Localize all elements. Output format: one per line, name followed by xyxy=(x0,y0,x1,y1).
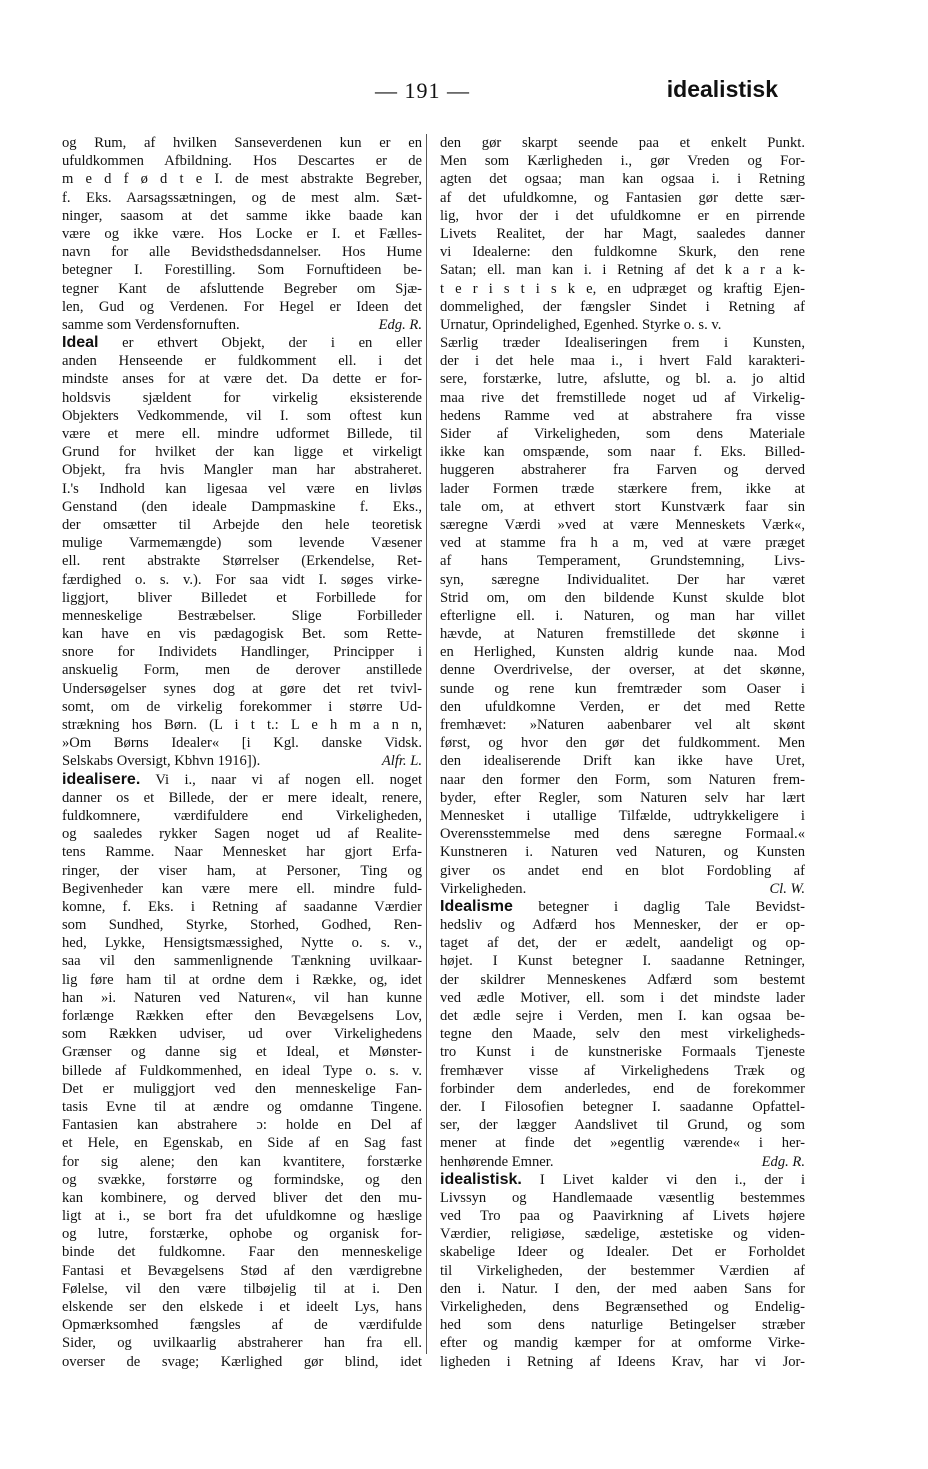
line-text: særegne Værdi »ved at være Menneskets Værk«, xyxy=(440,516,805,533)
text-line xyxy=(440,461,805,479)
line-text: I.'s Indhold kan ligesaa vel være en livløs xyxy=(62,480,422,497)
line-text: og svække, forstørre og formindske, og den xyxy=(62,1171,422,1188)
text-line xyxy=(62,280,422,298)
line-text: tasis Evne til at ændre og omdanne Tingene. xyxy=(62,1098,422,1115)
line-text: Vi i., naar vi af nogen ell. noget xyxy=(155,771,422,788)
line-text: huggeren abstraherer fra Farven og derved xyxy=(440,462,805,479)
text-line xyxy=(62,807,422,825)
line-text: ligt at i., se bort fra det ufuldkomne og hæslige xyxy=(62,1208,422,1225)
text-line xyxy=(62,989,422,1007)
text-line xyxy=(440,843,805,861)
line-text: efter og mandig kæmper for at omforme Virke- xyxy=(440,1335,805,1352)
line-text: m e d f ø d t e I. de mest abstrakte Begreber, xyxy=(62,171,422,188)
line-text: Kunstneren i. Naturen ved Naturen, og Kunsten xyxy=(440,844,805,861)
line-text: Selskabs Oversigt, Kbhvn 1916]). xyxy=(62,753,261,770)
line-text: være et mere ell. mindre udformet Billede, til xyxy=(62,426,422,442)
text-line xyxy=(62,1243,422,1261)
text-line xyxy=(62,316,422,334)
line-text: denne Overdrivelse, der overser, at det skønne, xyxy=(440,662,805,679)
text-line xyxy=(440,880,805,898)
text-line xyxy=(440,1334,805,1352)
text-line xyxy=(440,734,805,752)
author-signature: Alfr. L. xyxy=(381,753,422,770)
text-line xyxy=(62,1298,422,1316)
line-text: ell. rent abstrakte Størrelser (Erkendelse, Ret- xyxy=(62,553,422,570)
text-line xyxy=(440,989,805,1007)
text-line xyxy=(62,607,422,625)
text-line xyxy=(440,1262,805,1280)
line-text: Men som Kærligheden i., gør Vreden og For- xyxy=(440,153,805,170)
text-line xyxy=(62,862,422,880)
line-text: menneskelige Bestræbelser. Slige Forbilleder xyxy=(62,607,422,624)
line-text: Virkeligheden, dens Begrænsethed og Endelig- xyxy=(440,1299,805,1315)
entry-headword: idealistisk. xyxy=(440,1170,522,1188)
line-text: Begivenheder kan være mere ell. mindre fuld- xyxy=(62,880,422,897)
line-text: lig føre ham til at ordne dem i Række, og, idet xyxy=(62,971,422,988)
line-text: Sider af Virkeligheden, som dens Materiale xyxy=(440,426,805,442)
line-text: Urnatur, Oprindelighed, Egenhed. Styrke o. s. v. xyxy=(440,316,722,333)
line-text: kan kombinere, og derved bliver det den mu- xyxy=(62,1189,422,1206)
line-text: Objekt, fra hvis Mangler man har abstraheret. xyxy=(62,462,422,479)
line-text: holdsvis sjældent for virkelig eksisterende xyxy=(62,389,422,406)
page-header xyxy=(0,72,928,112)
line-text: for sig alene; den kan kvantitere, forstærke xyxy=(62,1153,422,1170)
text-line xyxy=(440,625,805,643)
line-text: tens Ramme. Naar Mennesket har gjort Erfa- xyxy=(62,844,422,861)
line-text: være og ikke være. Hos Locke er I. et Fælles- xyxy=(62,225,422,242)
line-text: efterligne ell. i. Naturen, og man har villet xyxy=(440,607,805,624)
text-line xyxy=(440,516,805,534)
text-line xyxy=(440,170,805,188)
line-text: Strid om, om den bildende Kunst skulde blot xyxy=(440,589,805,606)
text-line xyxy=(440,1007,805,1025)
line-text: højet. I Kunst betegner I. saadanne Retninger, xyxy=(440,953,805,970)
text-line xyxy=(440,934,805,952)
text-line xyxy=(440,1116,805,1134)
line-text: og saaledes rykker Sagen noget ud af Realite- xyxy=(62,826,422,843)
text-line xyxy=(440,1043,805,1061)
text-line xyxy=(440,898,805,916)
text-line xyxy=(62,1080,422,1098)
text-line xyxy=(62,334,422,352)
text-line xyxy=(62,534,422,552)
text-line xyxy=(440,152,805,170)
text-line xyxy=(440,589,805,607)
line-text: den idealiserende Drift kan ikke have Uret, xyxy=(440,753,805,770)
text-line xyxy=(440,771,805,789)
line-text: ser, der lægger Aandslivet til Grund, og som xyxy=(440,1117,805,1134)
line-text: Grænser og danne sig et Ideal, et Mønster- xyxy=(62,1044,422,1061)
line-text: Livets Realitet, der har Magt, saaledes danner xyxy=(440,225,805,242)
line-text: ringer, der viser ham, at Personer, Ting og xyxy=(62,862,422,879)
line-text: Særlig træder Idealiseringen frem i Kunsten, xyxy=(440,335,805,352)
text-line xyxy=(440,225,805,243)
line-text: skabelige Ideer og Idealer. Det er Forholdet xyxy=(440,1244,805,1261)
text-line xyxy=(62,971,422,989)
text-line xyxy=(440,1243,805,1261)
line-text: I Livet kalder vi den i., der i xyxy=(539,1171,805,1188)
line-text: binde det fuldkomne. Faar den menneskelige xyxy=(62,1244,422,1261)
text-line xyxy=(440,1062,805,1080)
text-line xyxy=(62,443,422,461)
text-line xyxy=(440,534,805,552)
text-line xyxy=(62,1025,422,1043)
line-text: snore for Individets Handlinger, Principper i xyxy=(62,644,422,661)
text-line xyxy=(62,389,422,407)
line-text: komne, f. Eks. i Retning af saadanne Værdier xyxy=(62,898,422,915)
line-text: strækning hos Børn. (L i t t.: L e h m a n n, xyxy=(62,717,422,733)
text-line xyxy=(440,370,805,388)
text-line xyxy=(62,370,422,388)
text-line xyxy=(440,352,805,370)
text-line xyxy=(62,698,422,716)
line-text: af det ufuldkomne, og Fantasien gør dette sær- xyxy=(440,189,805,206)
text-line xyxy=(440,1225,805,1243)
text-line xyxy=(440,334,805,352)
line-text: henhørende Emner. xyxy=(440,1153,554,1170)
text-line xyxy=(62,589,422,607)
text-line xyxy=(62,516,422,534)
line-text: og lutre, forstærke, ophobe og organisk for- xyxy=(62,1226,422,1243)
line-text: maa rive det fremstillede noget ud af Virkelig- xyxy=(440,389,805,406)
text-line xyxy=(62,661,422,679)
line-text: først, og hvor den gør det fuldkomment. Men xyxy=(440,735,805,752)
text-line xyxy=(62,1262,422,1280)
line-text: den i. Natur. I den, der med aaben Sans for xyxy=(440,1280,805,1297)
text-line xyxy=(440,952,805,970)
text-line xyxy=(62,225,422,243)
text-line xyxy=(440,261,805,279)
line-text: Værdier, religiøse, sædelige, æstetiske og viden- xyxy=(440,1226,805,1243)
text-line xyxy=(62,207,422,225)
text-line xyxy=(62,825,422,843)
line-text: den ufuldkomne Verden, er det med Rette xyxy=(440,698,805,715)
text-line xyxy=(62,734,422,752)
line-text: Følelse, vil den være tilbøjelig til at i. Den xyxy=(62,1280,422,1297)
text-line xyxy=(62,934,422,952)
text-line xyxy=(440,389,805,407)
line-text: og Rum, af hvilken Sanseverdenen kun er en xyxy=(62,135,422,151)
text-line xyxy=(62,407,422,425)
line-text: t e r i s t i s k e, en udpræget og kraftig Ejen- xyxy=(440,280,805,297)
line-text: et Hele, en Egenskab, en Side af en Sag fast xyxy=(62,1135,422,1152)
text-line xyxy=(440,316,805,334)
text-line xyxy=(440,1280,805,1298)
line-text: som Rækken udviser, ud over Virkelighedens xyxy=(62,1026,422,1043)
text-line xyxy=(62,134,422,152)
text-line xyxy=(440,1025,805,1043)
text-line xyxy=(440,298,805,316)
text-line xyxy=(440,480,805,498)
text-line xyxy=(440,661,805,679)
text-line xyxy=(440,607,805,625)
text-line xyxy=(62,952,422,970)
line-text: giver os andet end en blot Fordobling af xyxy=(440,862,805,879)
right-column xyxy=(440,134,805,1371)
line-text: Sider, og uvilkaarlig abstraherer han fra ell. xyxy=(62,1335,422,1352)
line-text: Genstand (den ideale Dampmaskine f. Eks., xyxy=(62,498,422,515)
line-text: ved ædle Motiver, ell. som i det mindste lader xyxy=(440,989,805,1006)
line-text: kan have en vis pædagogisk Bet. som Rette- xyxy=(62,626,422,643)
text-line xyxy=(440,807,805,825)
text-line xyxy=(62,1007,422,1025)
line-text: mulige Varmemængde) som levende Væsener xyxy=(62,535,422,552)
text-line xyxy=(440,789,805,807)
text-line xyxy=(440,1353,805,1371)
text-line xyxy=(440,243,805,261)
text-line xyxy=(62,1189,422,1207)
text-line xyxy=(62,1098,422,1116)
text-line xyxy=(62,789,422,807)
line-text: ved at stamme fra h a m, ved at være præget xyxy=(440,535,805,552)
text-line xyxy=(62,1171,422,1189)
text-line xyxy=(62,1116,422,1134)
text-line xyxy=(440,1207,805,1225)
text-line xyxy=(440,425,805,443)
text-line xyxy=(62,261,422,279)
line-text: der i det hele maa i., i hvert Fald karakteri- xyxy=(440,353,805,370)
line-text: »Om Børns Idealer« [i Kgl. danske Vidsk. xyxy=(62,735,422,752)
line-text: fremhævet: »Naturen aabenbarer vel alt skønt xyxy=(440,717,805,733)
line-text: ninger, saasom at det samme ikke baade kan xyxy=(62,207,422,224)
line-text: der skildrer Menneskenes Adfærd som bestemt xyxy=(440,971,805,988)
text-line xyxy=(440,1171,805,1189)
text-line xyxy=(62,1353,422,1371)
line-text: Opmærksomhed fængsles af de værdifulde xyxy=(62,1317,422,1334)
line-text: ved Tro paa og Paavirkning af Livets højere xyxy=(440,1208,805,1225)
line-text: Virkeligheden. xyxy=(440,880,527,897)
text-line xyxy=(440,280,805,298)
author-signature: Edg. R. xyxy=(761,1153,805,1170)
line-text: forlænge Rækken efter den Bevægelsens Lov, xyxy=(62,1008,422,1024)
line-text: mindste anses for at være det. Da dette er for- xyxy=(62,371,422,388)
text-line xyxy=(62,425,422,443)
line-text: hed, Lykke, Hensigtsmæssighed, Nytte o. s. v., xyxy=(62,935,422,952)
text-line xyxy=(440,698,805,716)
text-line xyxy=(62,716,422,734)
line-text: dommelighed, der fængsler Sindet i Retning af xyxy=(440,298,805,315)
text-line xyxy=(440,407,805,425)
line-text: han »i. Naturen ved Naturen«, vil han kunne xyxy=(62,989,422,1006)
text-line xyxy=(440,752,805,770)
line-text: byder, efter Regler, som Naturen selv har lært xyxy=(440,789,805,806)
text-line xyxy=(62,680,422,698)
line-text: ligheden i Retning af Ideens Krav, har vi Jor- xyxy=(440,1353,805,1370)
line-text: Fantasi et Bevægelsens Stød af den værdigrebne xyxy=(62,1262,422,1279)
line-text: samme som Verdensfornuften. xyxy=(62,316,240,333)
line-text: betegner i daglig Tale Bevidst- xyxy=(538,898,805,915)
author-signature: Cl. W. xyxy=(769,880,805,897)
line-text: den gør skarpt seende paa et enkelt Punkt. xyxy=(440,135,805,151)
text-line xyxy=(62,461,422,479)
text-line xyxy=(62,1316,422,1334)
author-signature: Edg. R. xyxy=(378,316,422,333)
line-text: tro Kunst i de kunstneriske Formaals Tjeneste xyxy=(440,1044,805,1061)
line-text: Mennesket i utallige Tilfælde, udtrykkeligere i xyxy=(440,807,805,824)
text-line xyxy=(440,207,805,225)
text-line xyxy=(440,862,805,880)
line-text: der omsætter til Arbejde den hele teoretisk xyxy=(62,516,422,533)
line-text: somt, om de virkelig forekommer i større Ud- xyxy=(62,698,422,715)
text-line xyxy=(62,170,422,188)
line-text: naar den former den Form, som Naturen frem- xyxy=(440,771,805,788)
line-text: fremhæver visse af Virkelighedens Træk og xyxy=(440,1062,805,1079)
text-line xyxy=(62,1062,422,1080)
line-text: navn for alle Bevidsthedsdannelser. Hos Hume xyxy=(62,244,422,261)
text-line xyxy=(62,1280,422,1298)
line-text: Livssyn og Handlemaade væsentlig bestemmes xyxy=(440,1189,805,1206)
text-line xyxy=(62,571,422,589)
text-line xyxy=(62,298,422,316)
line-text: færdighed o. s. v.). For saa vidt I. søges virke- xyxy=(62,571,422,588)
text-line xyxy=(62,898,422,916)
line-text: elskende ser den elskede i et ideelt Lys, hans xyxy=(62,1299,422,1315)
text-line xyxy=(62,498,422,516)
line-text: vi Idealerne: den fuldkomne Skurk, den rene xyxy=(440,244,805,261)
text-line xyxy=(62,752,422,770)
line-text: en Herlighed, Kunsten aldrig kunde naa. Mod xyxy=(440,644,805,661)
line-text: fuldkomnere, værdifuldere end Virkeligheden, xyxy=(62,807,422,824)
text-line xyxy=(62,152,422,170)
line-text: overser de svage; Kærlighed gør blind, idet xyxy=(62,1353,422,1370)
line-text: danner os et Billede, der er mere idealt, renere, xyxy=(62,789,422,806)
line-text: Det er muliggjort ved den menneskelige Fan- xyxy=(62,1080,422,1097)
text-line xyxy=(440,134,805,152)
text-line xyxy=(62,916,422,934)
line-text: taget af det, der er ædelt, aandeligt og op- xyxy=(440,935,805,952)
line-text: Undersøgelser synes dog at gøre det ret tvivl- xyxy=(62,680,422,697)
line-text: Overensstemmelse med dens særegne Formaal.« xyxy=(440,826,805,843)
text-line xyxy=(62,625,422,643)
line-text: det ædle sejre i Verden, men I. kan ogsaa be- xyxy=(440,1008,805,1024)
text-line xyxy=(440,971,805,989)
page-number: — 191 — xyxy=(375,78,470,103)
line-text: mener at finde det »egentlig værende« i her- xyxy=(440,1135,805,1152)
text-line xyxy=(62,1134,422,1152)
text-line xyxy=(62,1153,422,1171)
text-line xyxy=(440,571,805,589)
text-line xyxy=(440,916,805,934)
line-text: som Sundhed, Styrke, Storhed, Godhed, Ren- xyxy=(62,917,422,934)
text-line xyxy=(62,771,422,789)
line-text: hævde, at Naturen fremstillede det skønne i xyxy=(440,626,805,643)
line-text: hedens Ramme ved at abstrahere fra visse xyxy=(440,407,805,424)
line-text: hedsliv og Adfærd hos Mennesker, der er op- xyxy=(440,917,805,934)
text-line xyxy=(440,1153,805,1171)
line-text: ufuldkommen Afbildning. Hos Descartes er de xyxy=(62,153,422,170)
line-text: f. Eks. Aarsagssætningen, og de mest alm. Sæt- xyxy=(62,189,422,206)
text-line xyxy=(440,1189,805,1207)
line-text: Objekters Vedkommende, vil I. som oftest kun xyxy=(62,407,422,424)
line-text: sere, forstærke, lutre, afslutte, og bl. a. jo altid xyxy=(440,371,805,388)
text-line xyxy=(62,1207,422,1225)
line-text: tegne den Maade, selv den mest virkeligheds- xyxy=(440,1026,805,1043)
text-line xyxy=(62,643,422,661)
line-text: saa vil den sammenlignende Tænkning uvilkaar- xyxy=(62,953,422,970)
text-line xyxy=(62,189,422,207)
line-text: forbinder dem anderledes, end de forekommer xyxy=(440,1080,805,1097)
line-text: lader Formen træde stærkere frem, ikke at xyxy=(440,480,805,497)
line-text: liggjort, bliver Billedet et Forbillede for xyxy=(62,589,422,606)
text-line xyxy=(62,552,422,570)
text-line xyxy=(440,552,805,570)
running-head: idealistisk xyxy=(666,76,778,102)
line-text: er ethvert Objekt, der i en eller xyxy=(122,335,422,352)
entry-headword: idealisere. xyxy=(62,770,141,788)
line-text: agten det ogsaa; man kan ogsaa i. i Retning xyxy=(440,171,805,188)
line-text: Grund for hvilket der kan ligge et virkeligt xyxy=(62,444,422,461)
text-line xyxy=(440,498,805,516)
text-line xyxy=(440,716,805,734)
left-column xyxy=(62,134,422,1371)
text-line xyxy=(62,843,422,861)
text-line xyxy=(440,189,805,207)
text-line xyxy=(440,1316,805,1334)
entry-headword: Idealisme xyxy=(440,897,513,915)
text-line xyxy=(62,880,422,898)
line-text: syn, særegne Individualitet. Der har været xyxy=(440,571,805,588)
text-line xyxy=(62,243,422,261)
line-text: Satan; ell. man kan i. i Retning af det k a r a k- xyxy=(440,262,805,279)
line-text: sunde og rene kun fremtræder som Oaser i xyxy=(440,680,805,697)
line-text: len, Gud og Verdenen. For Hegel er Ideen det xyxy=(62,298,422,315)
line-text: tegner Kant de afsluttende Begreber om Sjæ- xyxy=(62,280,422,297)
line-text: anskuelig Form, men de derover anstillede xyxy=(62,662,422,679)
text-line xyxy=(440,1298,805,1316)
line-text: lig, hvor der i det ufuldkomne er en pirrende xyxy=(440,207,805,224)
line-text: af hans Temperament, Grundstemning, Livs- xyxy=(440,553,805,570)
text-line xyxy=(440,680,805,698)
text-line xyxy=(62,1334,422,1352)
line-text: Fantasien kan abstrahere ɔ: holde en Del af xyxy=(62,1117,422,1134)
text-line xyxy=(440,825,805,843)
text-line xyxy=(62,352,422,370)
text-line xyxy=(440,443,805,461)
line-text: til Virkeligheden, der bestemmer Værdien af xyxy=(440,1262,805,1279)
text-line xyxy=(440,1080,805,1098)
entry-headword: Ideal xyxy=(62,334,99,352)
text-line xyxy=(62,480,422,498)
line-text: tale om, at ethvert stort Kunstværk faar sin xyxy=(440,498,805,515)
text-line xyxy=(62,1225,422,1243)
line-text: hed som dens naturlige Betingelser stræber xyxy=(440,1317,805,1334)
text-line xyxy=(440,1098,805,1116)
line-text: anden Henseende er fuldkomment ell. i det xyxy=(62,353,422,370)
column-divider xyxy=(426,134,427,1354)
line-text: der. I Filosofien betegner I. saadanne Opfattel- xyxy=(440,1098,805,1115)
line-text: betegner I. Forestilling. Som Fornuftideen be- xyxy=(62,262,422,279)
text-line xyxy=(440,643,805,661)
text-line xyxy=(62,1043,422,1061)
line-text: ikke kan omspænde, som naar f. Eks. Billed- xyxy=(440,444,805,461)
line-text: billede af Fuldkommenhed, en ideal Type o. s. v. xyxy=(62,1062,422,1079)
text-line xyxy=(440,1134,805,1152)
